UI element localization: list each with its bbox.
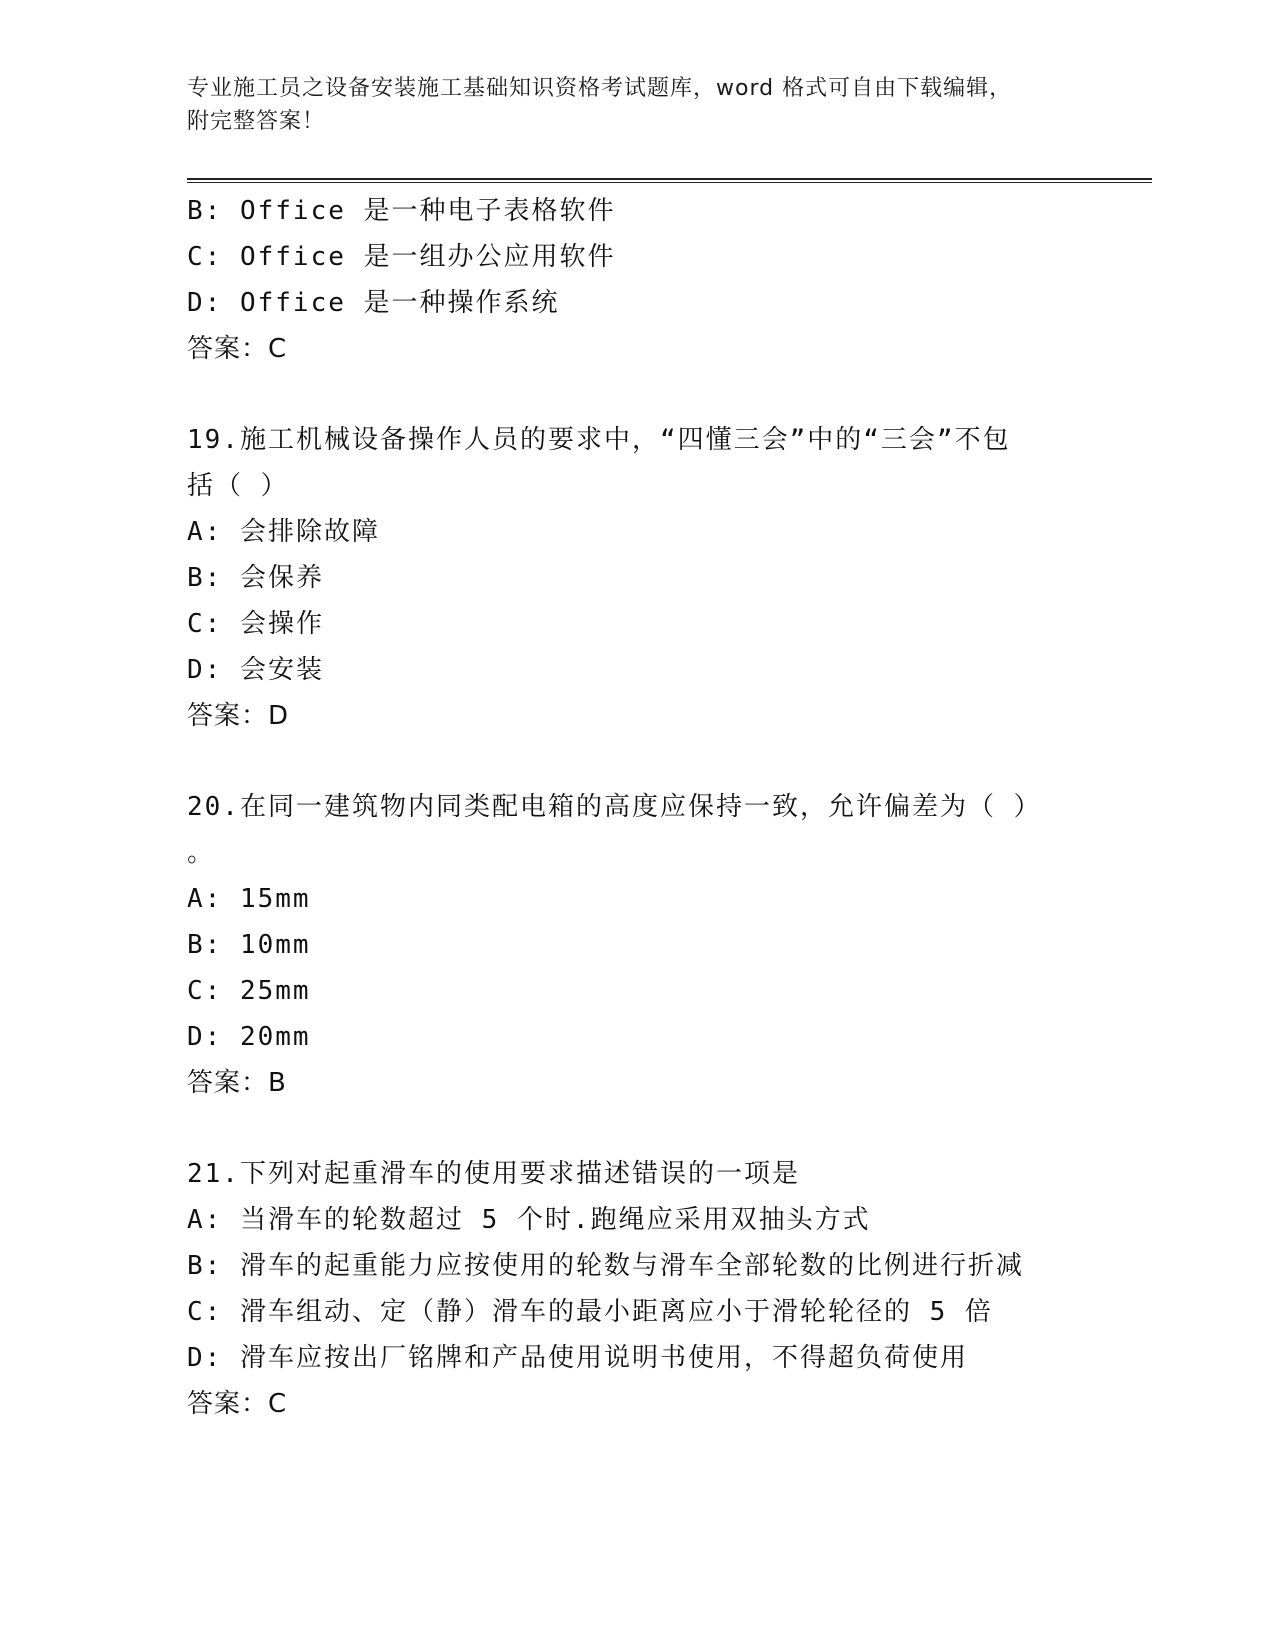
question-list xyxy=(187,188,1117,1427)
option-b: B: 滑车的起重能力应按使用的轮数与滑车全部轮数的比例进行折减 xyxy=(187,1251,1024,1281)
option-a: A: 当滑车的轮数超过 5 个时.跑绳应采用双抽头方式 xyxy=(187,1205,871,1235)
option-c: C: 会操作 xyxy=(187,609,324,639)
option-a: A: 15mm xyxy=(187,884,311,914)
option-d: D: 会安装 xyxy=(187,655,324,685)
option-b: B: Office 是一种电子表格软件 xyxy=(187,196,616,226)
question-21 xyxy=(187,1151,1117,1427)
option-d: D: 滑车应按出厂铭牌和产品使用说明书使用，不得超负荷使用 xyxy=(187,1343,968,1373)
option-c: C: 25mm xyxy=(187,976,311,1006)
answer: 答案：C xyxy=(187,1389,288,1419)
spacer xyxy=(187,372,1117,417)
option-c: C: 滑车组动、定（静）滑车的最小距离应小于滑轮轮径的 5 倍 xyxy=(187,1297,993,1327)
question-18 xyxy=(187,188,1117,372)
header-line-1: 专业施工员之设备安装施工基础知识资格考试题库，word 格式可自由下载编辑， xyxy=(187,76,1013,101)
header-divider xyxy=(187,178,1152,183)
option-a: A: 会排除故障 xyxy=(187,517,380,547)
answer: 答案：B xyxy=(187,1068,287,1098)
option-b: B: 会保养 xyxy=(187,563,324,593)
question-stem: 20.在同一建筑物内同类配电箱的高度应保持一致，允许偏差为（ ） xyxy=(187,792,1042,822)
question-stem-continued: 。 xyxy=(187,838,216,868)
question-19 xyxy=(187,417,1117,739)
question-stem: 21.下列对起重滑车的使用要求描述错误的一项是 xyxy=(187,1159,800,1189)
option-b: B: 10mm xyxy=(187,930,311,960)
document-header xyxy=(187,72,1067,138)
answer: 答案：C xyxy=(187,334,288,364)
answer: 答案：D xyxy=(187,701,290,731)
question-stem-continued: 括（ ） xyxy=(187,471,289,501)
option-c: C: Office 是一组办公应用软件 xyxy=(187,242,616,272)
spacer xyxy=(187,1106,1117,1151)
option-d: D: Office 是一种操作系统 xyxy=(187,288,560,318)
header-line-2: 附完整答案！ xyxy=(187,109,326,134)
question-stem: 19.施工机械设备操作人员的要求中，“四懂三会”中的“三会”不包 xyxy=(187,425,1011,455)
option-d: D: 20mm xyxy=(187,1022,311,1052)
spacer xyxy=(187,739,1117,784)
question-20 xyxy=(187,784,1117,1106)
